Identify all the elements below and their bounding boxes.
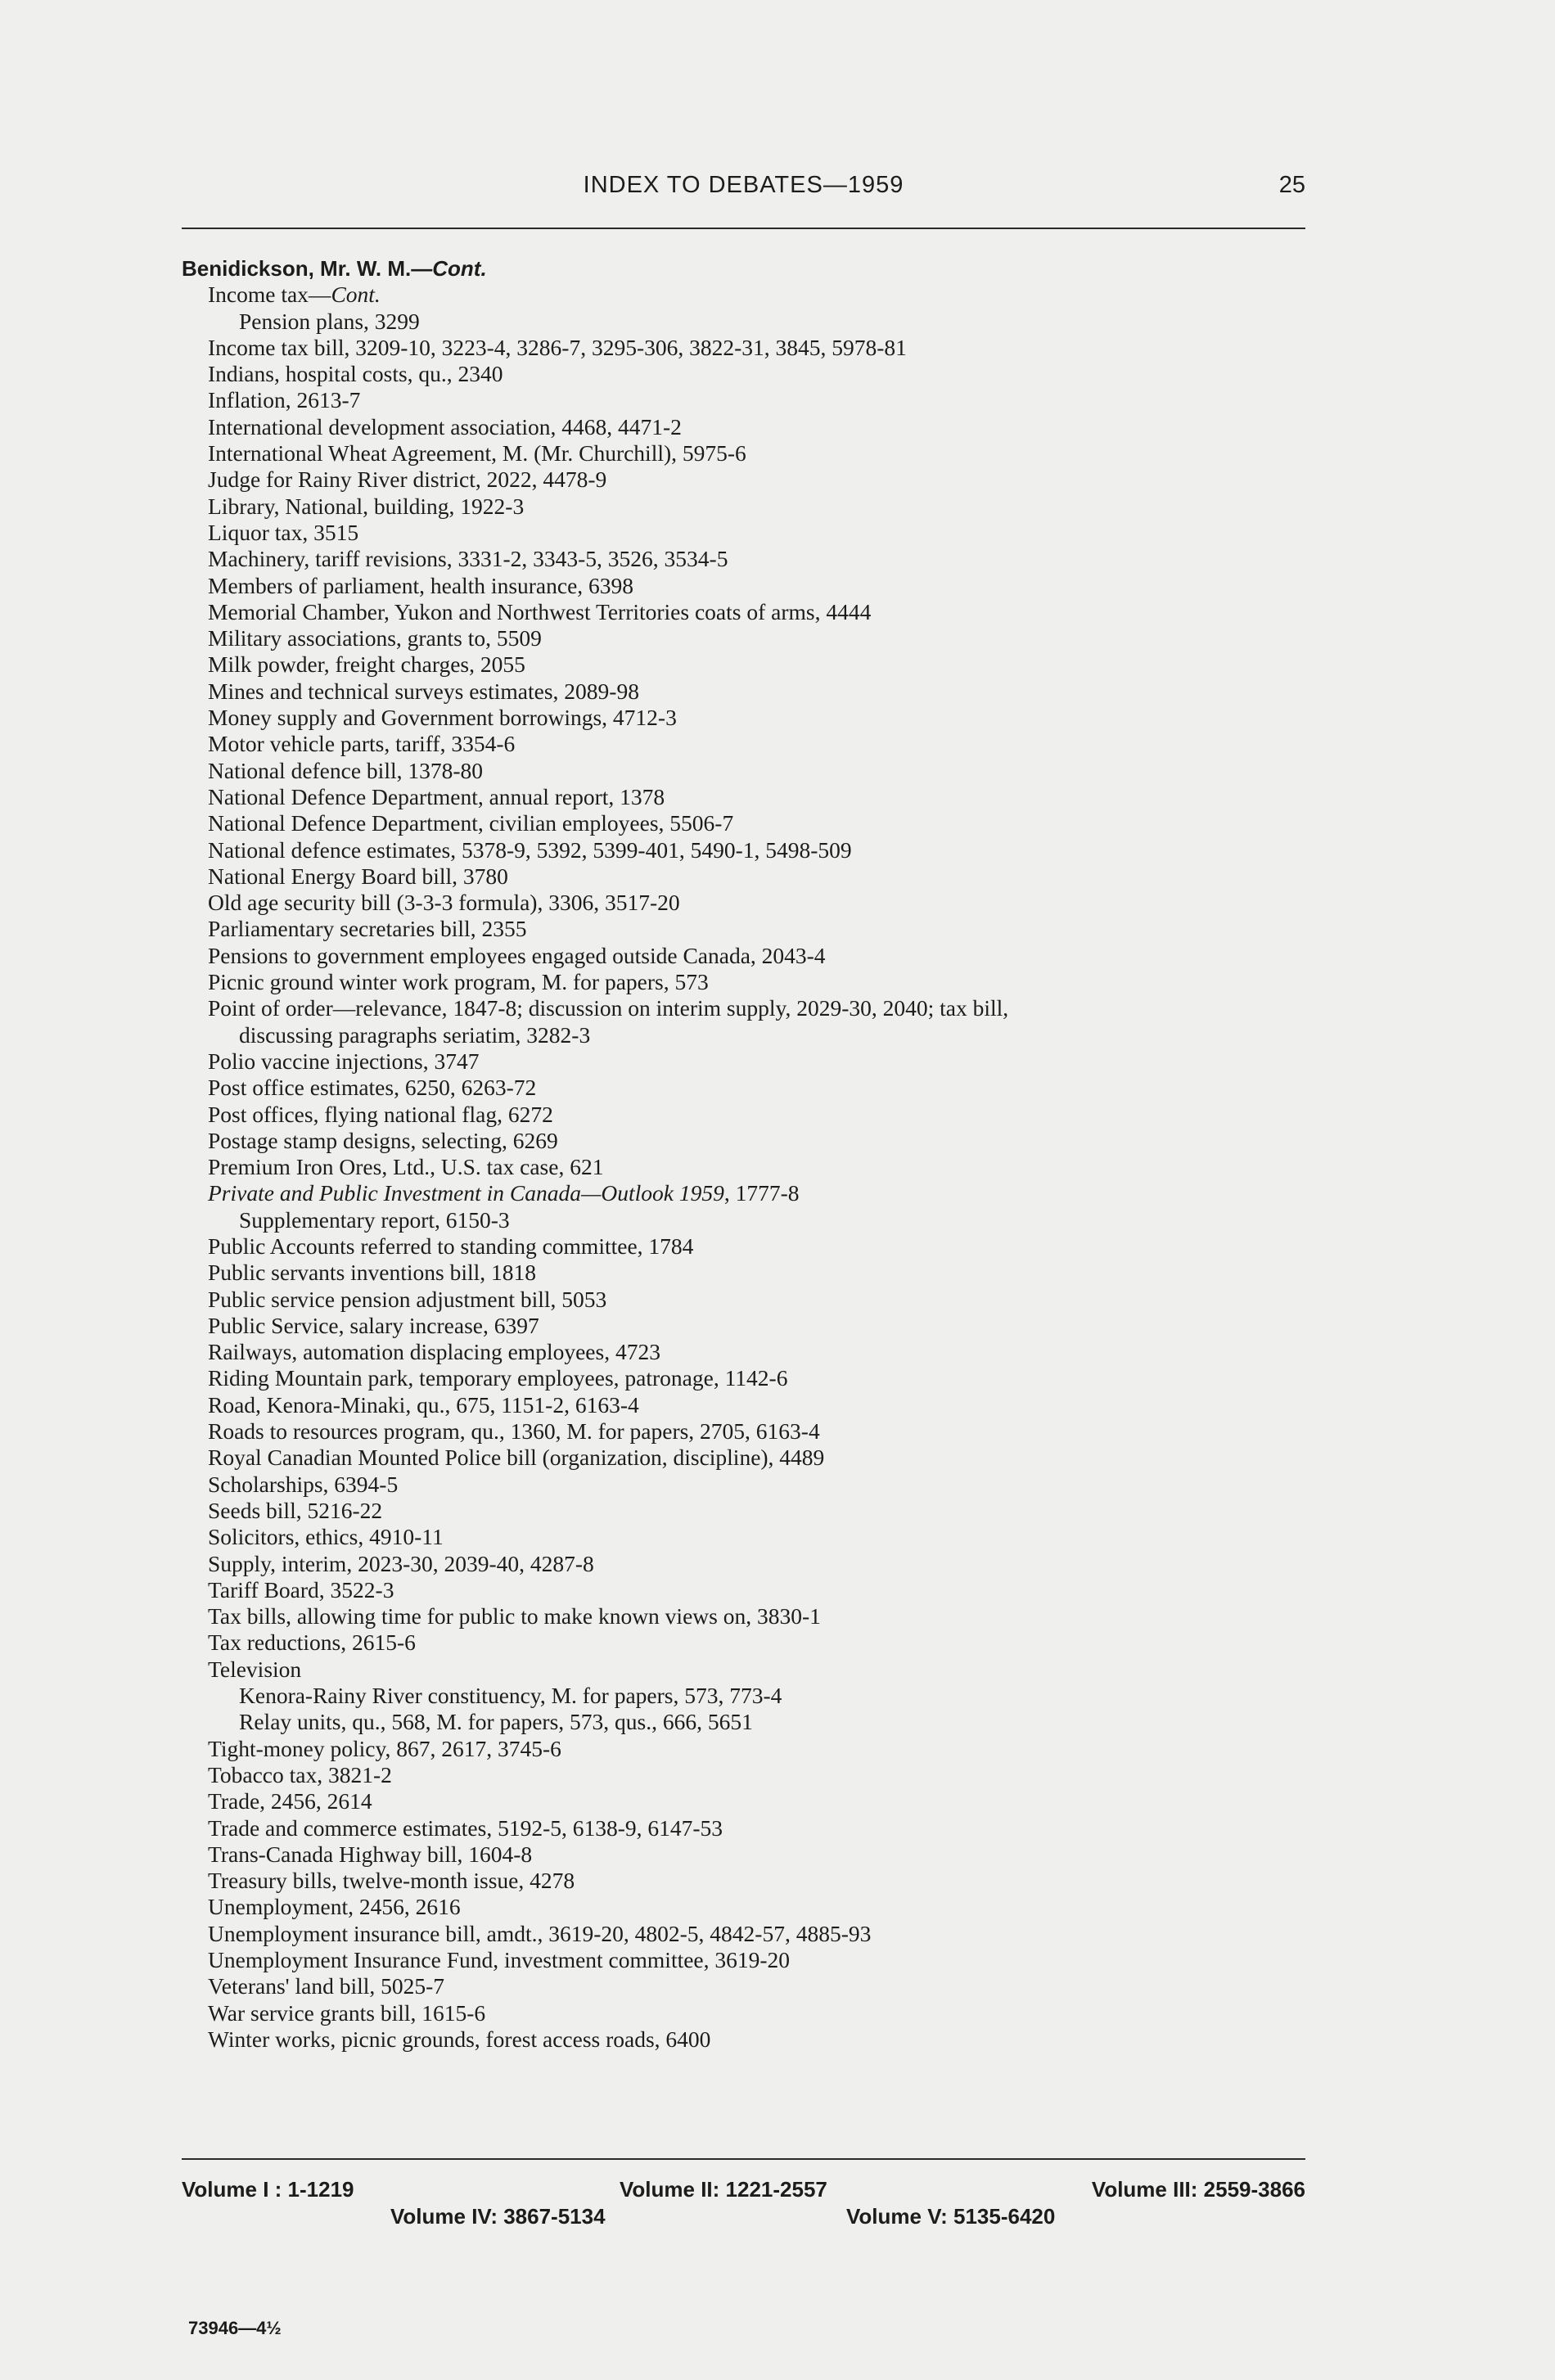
index-line: International development association, 4468, 4471-2 xyxy=(208,413,682,439)
index-line-income-tax xyxy=(182,282,1305,308)
income-tax-cont: Cont. xyxy=(331,282,381,308)
index-line: Machinery, tariff revisions, 3331-2, 3343-5, 3526, 3534-5 xyxy=(208,546,728,572)
index-line: Memorial Chamber, Yukon and Northwest Territories coats of arms, 4444 xyxy=(208,598,872,624)
index-line: Post office estimates, 6250, 6263-72 xyxy=(208,1075,537,1101)
index-line: Postage stamp designs, selecting, 6269 xyxy=(208,1127,558,1153)
index-line: Members of parliament, health insurance, 6398 xyxy=(208,572,634,598)
index-line: Riding Mountain park, temporary employees, patronage, 1142-6 xyxy=(208,1365,788,1391)
index-line: Railways, automation displacing employees, 4723 xyxy=(208,1339,660,1365)
volume-range: Volume II: 1221-2557 xyxy=(620,2177,827,2202)
index-line: Scholarships, 6394-5 xyxy=(208,1471,399,1497)
index-line: Supplementary report, 6150-3 xyxy=(239,1206,510,1233)
index-line: National defence estimates, 5378-9, 5392, 5399-401, 5490-1, 5498-509 xyxy=(208,836,852,863)
index-line: Pensions to government employees engaged outside Canada, 2043-4 xyxy=(208,942,826,968)
index-line: Tobacco tax, 3821-2 xyxy=(208,1761,392,1787)
volume-range: Volume III: 2559-3866 xyxy=(1091,2177,1305,2202)
index-line: Solicitors, ethics, 4910-11 xyxy=(208,1524,444,1550)
index-line: Liquor tax, 3515 xyxy=(208,519,359,545)
index-line: Income tax bill, 3209-10, 3223-4, 3286-7, 3295-306, 3822-31, 3845, 5978-81 xyxy=(208,334,907,360)
index-line: National Defence Department, annual report, 1378 xyxy=(208,783,665,809)
index-line: Money supply and Government borrowings, 4712-3 xyxy=(208,705,677,731)
index-line: Relay units, qu., 568, M. for papers, 573, qus., 666, 5651 xyxy=(239,1709,753,1735)
index-line: Seeds bill, 5216-22 xyxy=(208,1497,383,1523)
index-line: Tax bills, allowing time for public to make known views on, 3830-1 xyxy=(208,1603,821,1629)
index-line: Milk powder, freight charges, 2055 xyxy=(208,651,525,678)
index-line: Premium Iron Ores, Ltd., U.S. tax case, 621 xyxy=(208,1154,604,1180)
publication-pages: , 1777-8 xyxy=(723,1180,800,1206)
volume-range: Volume IV: 3867-5134 xyxy=(390,2204,606,2229)
index-line: Supply, interim, 2023-30, 2039-40, 4287-8 xyxy=(208,1550,594,1576)
footer-rule xyxy=(182,2158,1305,2160)
publication-title: Private and Public Investment in Canada—Outlook 1959 xyxy=(208,1180,724,1206)
index-line: Public Accounts referred to standing committee, 1784 xyxy=(208,1233,694,1259)
index-line: Kenora-Rainy River constituency, M. for papers, 573, 773-4 xyxy=(239,1683,782,1709)
index-line: Post offices, flying national flag, 6272 xyxy=(208,1101,553,1127)
index-line: discussing paragraphs seriatim, 3282-3 xyxy=(239,1021,591,1048)
index-line: Public Service, salary increase, 6397 xyxy=(208,1312,539,1338)
index-line: Road, Kenora-Minaki, qu., 675, 1151-2, 6163-4 xyxy=(208,1391,639,1418)
index-line: Veterans' land bill, 5025-7 xyxy=(208,1973,445,1999)
index-line: Television xyxy=(208,1656,302,1682)
index-line: Library, National, building, 1922-3 xyxy=(208,493,525,519)
index-line: Old age security bill (3-3-3 formula), 3306, 3517-20 xyxy=(208,890,680,916)
volume-legend xyxy=(182,2177,1305,2243)
index-line: Tariff Board, 3522-3 xyxy=(208,1576,394,1602)
index-line: Tight-money policy, 867, 2617, 3745-6 xyxy=(208,1735,561,1761)
running-head: INDEX TO DEBATES—1959 xyxy=(583,172,904,198)
entry-cont: Cont. xyxy=(432,256,487,281)
index-line: Treasury bills, twelve-month issue, 4278 xyxy=(208,1868,575,1894)
index-line: Point of order—relevance, 1847-8; discussion on interim supply, 2029-30, 2040; tax bill, xyxy=(208,995,1009,1021)
page-header xyxy=(182,172,1305,205)
print-code: 73946—4½ xyxy=(188,2318,282,2338)
index-line: Unemployment Insurance Fund, investment committee, 3619-20 xyxy=(208,1947,791,1972)
index-lines-bottom xyxy=(182,1207,1305,2053)
index-line: Trade and commerce estimates, 5192-5, 6138-9, 6147-53 xyxy=(208,1814,723,1841)
index-line: Military associations, grants to, 5509 xyxy=(208,625,542,651)
volume-range: Volume I : 1-1219 xyxy=(182,2177,354,2202)
index-line-private-public xyxy=(182,1180,1305,1206)
index-line: Trans-Canada Highway bill, 1604-8 xyxy=(208,1841,533,1867)
index-line: Mines and technical surveys estimates, 2089-98 xyxy=(208,678,639,704)
page-number: 25 xyxy=(1278,172,1305,198)
index-body xyxy=(182,255,1305,2053)
index-line: Judge for Rainy River district, 2022, 4478-9 xyxy=(208,467,607,493)
index-line: Royal Canadian Mounted Police bill (organization, discipline), 4489 xyxy=(208,1445,825,1471)
index-line: Winter works, picnic grounds, forest access roads, 6400 xyxy=(208,2026,711,2052)
index-line: Public servants inventions bill, 1818 xyxy=(208,1260,537,1286)
index-line: Motor vehicle parts, tariff, 3354-6 xyxy=(208,731,516,757)
index-line: Pension plans, 3299 xyxy=(239,308,420,334)
index-line: Tax reductions, 2615-6 xyxy=(208,1629,416,1656)
index-lines-top xyxy=(182,309,1305,1181)
index-line: Indians, hospital costs, qu., 2340 xyxy=(208,361,503,387)
index-line: National Defence Department, civilian employees, 5506-7 xyxy=(208,810,734,836)
index-line: Polio vaccine injections, 3747 xyxy=(208,1048,480,1074)
index-line: Parliamentary secretaries bill, 2355 xyxy=(208,916,527,942)
index-line: Unemployment insurance bill, amdt., 3619-20, 4802-5, 4842-57, 4885-93 xyxy=(208,1920,872,1946)
index-line: Unemployment, 2456, 2616 xyxy=(208,1894,461,1920)
index-line: War service grants bill, 1615-6 xyxy=(208,1999,486,2026)
header-rule xyxy=(182,228,1305,229)
index-line: Inflation, 2613-7 xyxy=(208,387,361,413)
index-line: Trade, 2456, 2614 xyxy=(208,1788,372,1814)
index-line: National defence bill, 1378-80 xyxy=(208,757,484,783)
index-line: Public service pension adjustment bill, 5053 xyxy=(208,1286,607,1312)
index-line: National Energy Board bill, 3780 xyxy=(208,863,508,889)
index-line: Roads to resources program, qu., 1360, M. for papers, 2705, 6163-4 xyxy=(208,1418,820,1445)
index-line: Picnic ground winter work program, M. for papers, 573 xyxy=(208,969,709,995)
income-tax-label: Income tax— xyxy=(208,282,331,308)
entry-heading xyxy=(182,255,1305,282)
volume-range: Volume V: 5135-6420 xyxy=(846,2204,1056,2229)
index-line: International Wheat Agreement, M. (Mr. Churchill), 5975-6 xyxy=(208,440,746,467)
entry-name: Benidickson, Mr. W. M.— xyxy=(182,256,433,281)
